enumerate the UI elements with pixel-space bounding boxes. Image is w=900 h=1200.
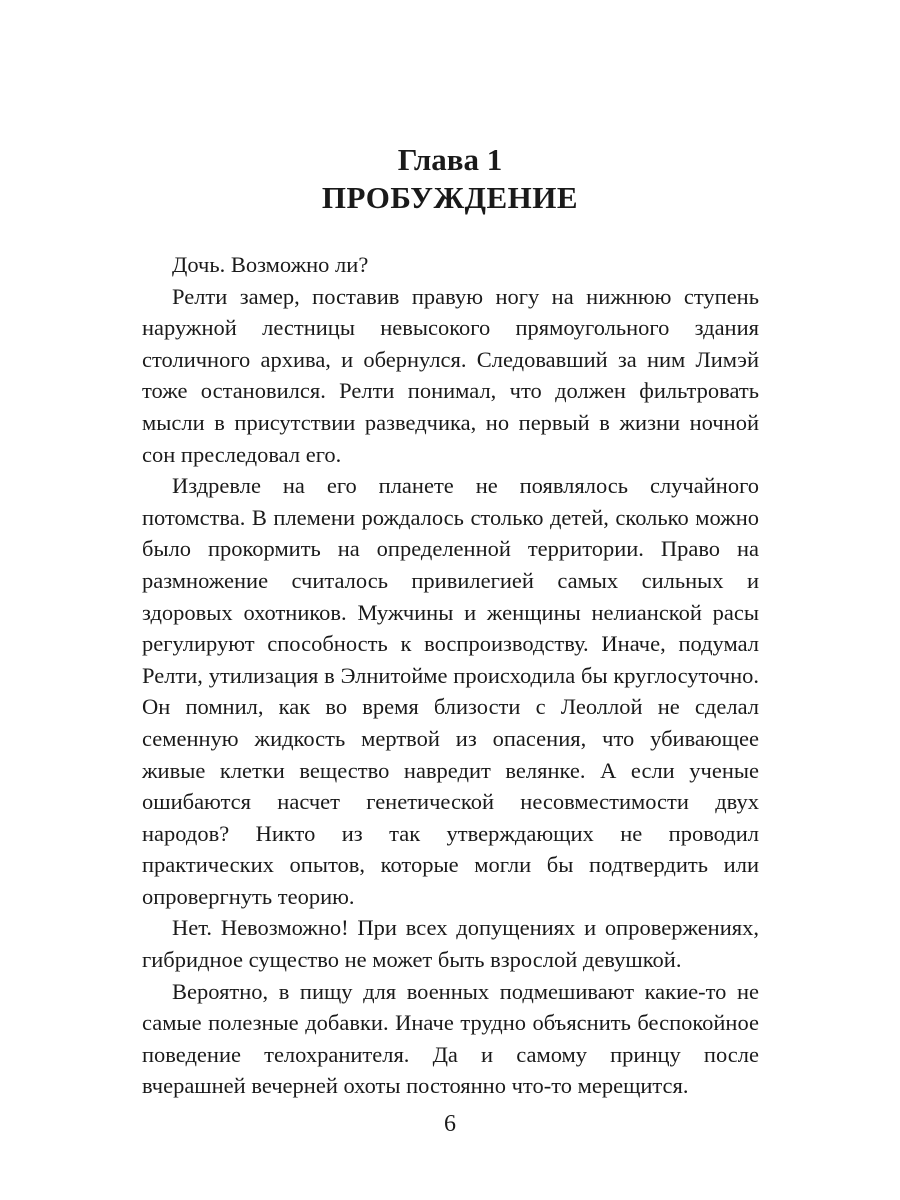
paragraph: Дочь. Возможно ли? <box>172 252 369 277</box>
paragraph: Релти замер, поставив правую ногу на нижнюю ступень наружной лестницы невысокого прямоугольного здания столичного архива, и обернулся. Следовавший за ним Лимэй тоже остановился. Релти понимал, что должен фильтровать мысли в присутствии разведчика, но первый в жизни ночной сон преследовал его. <box>142 283 759 467</box>
body-text <box>142 249 759 1102</box>
paragraph: Нет. Невозможно! При всех допущениях и опровержениях, гибридное существо не может быть взрослой девушкой. <box>142 915 759 973</box>
page-number: 6 <box>444 1111 456 1137</box>
chapter-title: ПРОБУЖДЕНИЕ <box>321 180 579 215</box>
paragraph: Вероятно, в пищу для военных подмешивают какие-то не самые полезные добавки. Иначе трудно объяснить беспокойное поведение телохранителя. Да и самому принцу после вчерашней вечерней охоты постоянно что-то мерещится. <box>142 978 759 1099</box>
chapter-label: Глава 1 <box>397 142 503 177</box>
paragraph: Издревле на его планете не появлялось случайного потомства. В племени рождалось столько детей, сколько можно было прокормить на определенной территории. Право на размножение считалось привилегией самых сильных и здоровых охотников. Мужчины и женщины нелианской расы регулируют способность к воспроизводству. Иначе, подумал Релти, утилизация в Элнитойме происходила бы круглосуточно. Он помнил, как во время близости с Леоллой не сделал семенную жидкость мертвой из опасения, что убивающее живые клетки вещество навредит велянке. А если ученые ошибаются насчет генетической несовместимости двух народов? Никто из так утверждающих не проводил практических опытов, которые могли бы подтвердить или опровергнуть теорию. <box>142 473 759 909</box>
